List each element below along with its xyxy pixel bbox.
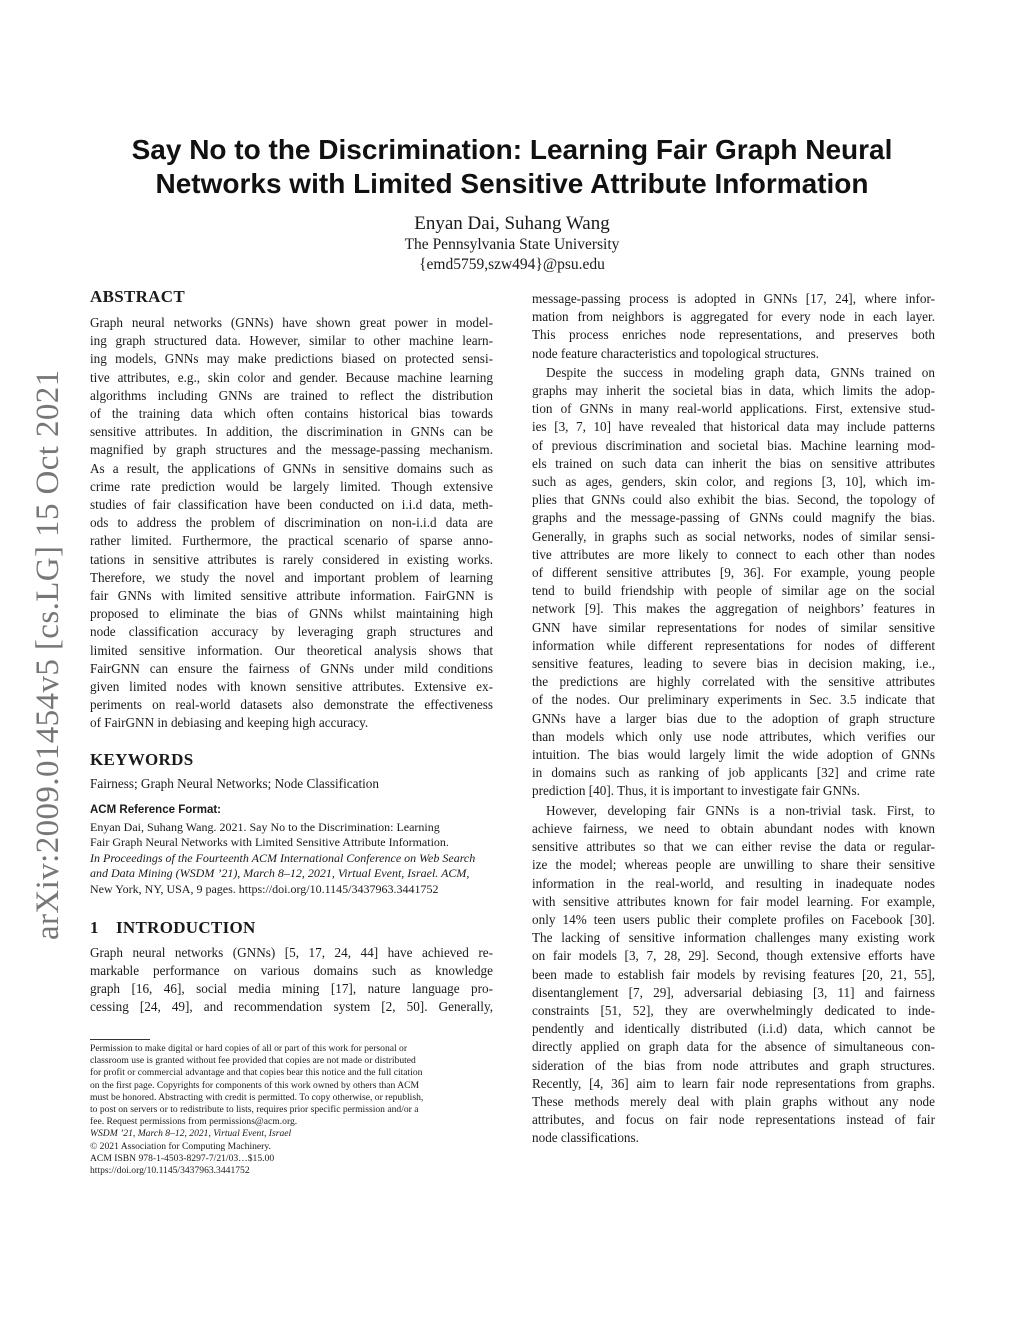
abstract-line: ing models, GNNs may make predictions biased on protected sensi- (90, 351, 493, 367)
section-number: 1 (90, 917, 99, 937)
introduction-heading (90, 918, 493, 938)
text-line: attributes, and focus on fair node representations instead of fair (532, 1112, 935, 1128)
text-line: network [9]. This makes the aggregation of neighbors’ features in (532, 601, 935, 617)
text-line: been made to establish fair models by revising features [20, 21, 55], (532, 966, 935, 982)
abstract-line: FairGNN can ensure the fairness of GNNs under mild conditions (90, 660, 493, 676)
text-line: These methods merely deal with plain graphs without any node (532, 1093, 935, 1109)
text-line: GNN have similar representations for nodes of similar sensitive (532, 619, 935, 635)
abstract-body (90, 314, 493, 733)
abstract-line: As a result, the applications of GNNs in sensitive domains such as (90, 460, 493, 476)
acm-reference-line: New York, NY, USA, 9 pages. https://doi.org/10.1145/3437963.3441752 (90, 882, 439, 897)
text-line: message-passing process is adopted in GNNs [17, 24], where infor- (532, 291, 935, 306)
text-line: than models which only use node attributes, which verifies our (532, 728, 935, 744)
footnote-copyright: © 2021 Association for Computing Machinery. (90, 1140, 271, 1152)
text-line: tend to build friendship with people of similar age on the social (532, 583, 935, 599)
right-paragraph-2 (532, 364, 935, 801)
footnote-isbn: ACM ISBN 978-1-4503-8297-7/21/03…$15.00 (90, 1152, 275, 1164)
title-line-1: Say No to the Discrimination: Learning Fair Graph Neural (131, 134, 893, 165)
text-line: on fair models [3, 7, 28, 29]. Second, though extensive efforts have (532, 948, 935, 964)
text-line: plies that GNNs could also exhibit the bias. Second, the topology of (532, 492, 935, 508)
abstract-line: rather limited. Furthermore, the practical scenario of sparse anno- (90, 533, 493, 549)
footnote-line: Permission to make digital or hard copies of all or part of this work for personal or (90, 1043, 408, 1054)
abstract-line: periments on real-world datasets also demonstrate the effectiveness (90, 697, 493, 713)
text-line: This process enriches node representations, and preserves both (532, 327, 935, 343)
text-line: Generally, in graphs such as social networks, nodes of similar sensi- (532, 528, 935, 544)
acm-reference-body (90, 820, 493, 898)
abstract-line: tive attributes, e.g., skin color and gender. Because machine learning (90, 369, 493, 385)
text-line: achieve fairness, we need to obtain abundant nodes with known (532, 820, 935, 836)
acm-reference-line: In Proceedings of the Fourteenth ACM International Conference on Web Search (90, 850, 476, 865)
abstract-line: tations in sensitive attributes is rarely considered in existing works. (90, 551, 493, 567)
left-column (90, 287, 493, 1016)
text-line: directly applied on graph data for the absence of simultaneous con- (532, 1039, 935, 1055)
right-column (532, 290, 935, 1148)
text-line: However, developing fair GNNs is a non-trivial task. First, to (546, 802, 935, 818)
copyright-footnote (90, 1043, 493, 1177)
intro-line: cessing [24, 49], and recommendation system [2, 50]. Generally, (90, 999, 493, 1015)
keywords-text: Fairness; Graph Neural Networks; Node Classification (90, 775, 379, 791)
text-line: such as ages, genders, skin color, and regions [3, 10], which im- (532, 474, 935, 490)
text-line: sensitive attributes so that we can either revise the data or regular- (532, 839, 935, 855)
text-line: node classifications. (532, 1130, 639, 1146)
abstract-line: proposed to eliminate the bias of GNNs whilst maintaining high (90, 606, 493, 622)
text-line: The lacking of sensitive information challenges many existing work (532, 930, 935, 946)
text-line: only 14% teen users public their complete profiles on Facebook [30]. (532, 911, 935, 927)
abstract-line: crime rate prediction would be largely limited. Though extensive (90, 478, 493, 494)
affiliation: The Pennsylvania State University (404, 236, 620, 253)
text-line: in domains such as ranking of job applicants [32] and crime rate (532, 765, 935, 781)
abstract-line: fair GNNs with limited sensitive attribute information. FairGNN is (90, 588, 493, 604)
abstract-line: studies of fair classification have been conducted on i.i.d data, meth- (90, 497, 493, 513)
text-line: pendently and identically distributed (i.i.d) data, which cannot be (532, 1021, 935, 1037)
acm-reference-heading: ACM Reference Format: (90, 803, 221, 816)
section-title: INTRODUCTION (116, 917, 256, 937)
paper-title (110, 133, 914, 201)
abstract-line: ods to address the problem of discrimination on non-i.i.d data are (90, 515, 493, 531)
text-line: intuition. The bias would largely limit the wide adoption of GNNs (532, 747, 935, 763)
abstract-line: magnified by graph structures and the message-passing mechanism. (90, 442, 493, 458)
abstract-line: limited sensitive information. Our theoretical analysis shows that (90, 642, 493, 658)
abstract-line: Graph neural networks (GNNs) have shown great power in model- (90, 315, 493, 330)
footnote-doi: https://doi.org/10.1145/3437963.3441752 (90, 1165, 250, 1177)
intro-line: markable performance on various domains such as knowledge (90, 962, 493, 978)
text-line: sensitive features, leading to severe bias in decision making, i.e., (532, 656, 935, 672)
text-line: the predictions are highly correlated with the sensitive attributes (532, 674, 935, 690)
text-line: graphs and the message-passing of GNNs could magnify the bias. (532, 510, 935, 526)
text-line: ies [3, 7, 10] have revealed that historical data may include patterns (532, 419, 935, 435)
abstract-line: of FairGNN in debiasing and keeping high accuracy. (90, 715, 369, 731)
acm-reference-line: Fair Graph Neural Networks with Limited Sensitive Attribute Information. (90, 835, 449, 850)
text-line: of the nodes. Our preliminary experiments in Sec. 3.5 indicate that (532, 692, 935, 708)
text-line: GNNs have a larger bias due to the adoption of graph structure (532, 710, 935, 726)
acm-reference-line: Enyan Dai, Suhang Wang. 2021. Say No to the Discrimination: Learning (90, 819, 440, 834)
introduction-body (90, 944, 493, 1017)
right-paragraph-3 (532, 802, 935, 1148)
abstract-line: Therefore, we study the novel and important problem of learning (90, 569, 493, 585)
acm-reference-line: and Data Mining (WSDM ’21), March 8–12, 2021, Virtual Event, Israel. ACM, (90, 866, 470, 881)
text-line: els trained on such data can inherit the bias on sensitive attributes (532, 455, 935, 471)
text-line: of previous discrimination and societal bias. Machine learning mod- (532, 437, 935, 453)
author-email: {emd5759,szw494}@psu.edu (419, 256, 605, 273)
text-line: sideration of the bias from node attributes and graph structures. (532, 1057, 935, 1073)
footnote-line: to post on servers or to redistribute to lists, requires prior specific permission and/or a (90, 1104, 419, 1116)
abstract-line: sensitive attributes. In addition, the discrimination in GNNs can be (90, 424, 493, 440)
text-line: information while different representations for nodes of different (532, 637, 935, 653)
author-list: Enyan Dai, Suhang Wang (414, 213, 610, 234)
right-paragraph-1 (532, 290, 935, 363)
footnote-line: for profit or commercial advantage and that copies bear this notice and the full citation (90, 1067, 423, 1079)
text-line: node feature characteristics and topological structures. (532, 345, 820, 361)
abstract-heading: ABSTRACT (90, 287, 185, 306)
text-line: Despite the success in modeling graph data, GNNs trained on (546, 364, 935, 380)
footnote-line: fee. Request permissions from permissions@acm.org. (90, 1116, 298, 1128)
footnote-line: on the first page. Copyrights for components of this work owned by others than ACM (90, 1079, 420, 1091)
text-line: graphs may inherit the societal bias in data, which limits the adop- (532, 383, 935, 399)
text-line: ize the model; whereas people are unwilling to share their sensitive (532, 857, 935, 873)
text-line: disentanglement [7, 29], adversarial debiasing [3, 11] and fairness (532, 984, 935, 1000)
arxiv-identifier-text: arXiv:2009.01454v5 [cs.LG] 15 Oct 2021 (30, 369, 66, 940)
text-line: mation from neighbors is aggregated for every node in each layer. (532, 309, 935, 325)
abstract-line: ing graph structured data. However, similar to other machine learn- (90, 333, 493, 349)
intro-line: Graph neural networks (GNNs) [5, 17, 24, 44] have achieved re- (90, 944, 493, 960)
title-line-2: Networks with Limited Sensitive Attribute Information (155, 168, 869, 199)
intro-line: graph [16, 46], social media mining [17], nature language pro- (90, 981, 493, 997)
footnote-venue: WSDM ’21, March 8–12, 2021, Virtual Event, Israel (90, 1128, 292, 1140)
abstract-line: node classification accuracy by leveraging graph structures and (90, 624, 493, 640)
footnote-line: must be honored. Abstracting with credit is permitted. To copy otherwise, or republish, (90, 1091, 424, 1103)
abstract-line: algorithms including GNNs are trained to reflect the distribution (90, 387, 493, 403)
abstract-line: of the training data which often contains historical bias towards (90, 406, 493, 422)
text-line: with sensitive attributes known for fair model learning. For example, (532, 893, 935, 909)
abstract-line: given limited nodes with known sensitive attributes. Extensive ex- (90, 679, 493, 695)
footnote-rule (90, 1039, 150, 1040)
footnote-line: classroom use is granted without fee provided that copies are not made or distributed (90, 1055, 416, 1067)
keywords-heading: KEYWORDS (90, 749, 194, 769)
text-line: tion of GNNs in many real-world applications. First, extensive stud- (532, 401, 935, 417)
text-line: constraints [51, 52], they are overwhelmingly dedicated to inde- (532, 1002, 935, 1018)
text-line: prediction [40]. Thus, it is important to investigate fair GNNs. (532, 783, 860, 799)
text-line: Recently, [4, 36] aim to learn fair node representations from graphs. (532, 1075, 935, 1091)
text-line: information in the real-world, and resulting in inadequate nodes (532, 875, 935, 891)
text-line: tive attributes are more likely to connect to each other than nodes (532, 546, 935, 562)
text-line: of different sensitive attributes [9, 36]. For example, young people (532, 565, 935, 581)
